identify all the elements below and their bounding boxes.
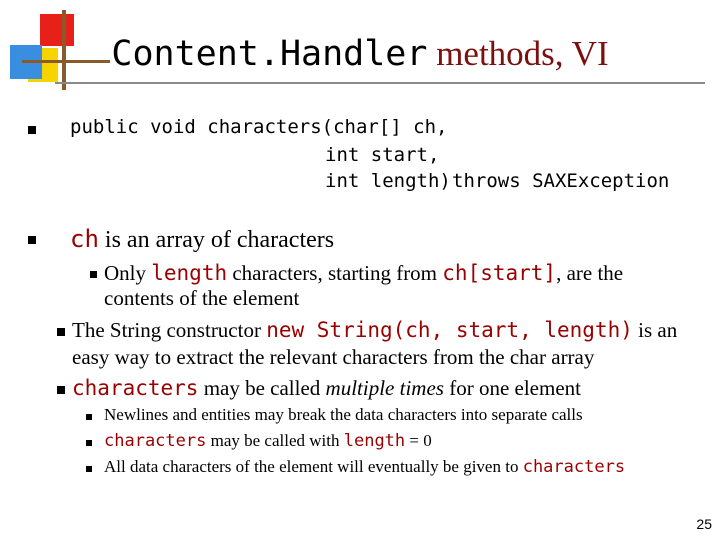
bullet-ch-array: ch is an array of characters: [70, 225, 335, 253]
bullet-marker: [57, 328, 65, 336]
bullet-string-constructor: The String constructor new String(ch, start, length) is an: [72, 318, 678, 342]
signature-line-1: public void characters(char[] ch,: [70, 116, 448, 138]
signature-line-2: int start,: [325, 144, 440, 166]
sub-sub-bullet-marker: [86, 440, 92, 446]
bullet-characters-multiple: characters may be called multiple times for one element: [72, 376, 581, 400]
sub-bullet-marker: [90, 271, 97, 278]
page-number: 25: [696, 516, 712, 532]
signature-line-3: int length): [325, 170, 451, 192]
title-divider: [55, 82, 705, 84]
title-text: methods, VI: [427, 34, 609, 73]
sub-sub-bullet-marker: [86, 414, 92, 420]
sub-sub-bullet-marker: [86, 466, 92, 472]
sub-bullet-length-zero: characters may be called with length = 0: [104, 431, 432, 451]
sub-bullet-only-length: Only length characters, starting from ch[start], are the: [104, 261, 624, 285]
bullet-marker: [28, 126, 36, 134]
sub-bullet-all-data: All data characters of the element will eventually be given to characters: [104, 457, 626, 477]
bullet-string-constructor-cont: easy way to extract the relevant characters from the char array: [72, 345, 595, 369]
page-title: [0, 32, 720, 76]
title-code: Content.Handler: [111, 34, 428, 74]
bullet-marker: [28, 236, 36, 244]
sub-bullet-newlines: Newlines and entities may break the data characters into separate calls: [104, 405, 583, 424]
bullet-marker: [57, 386, 65, 394]
signature-throws: throws SAXException: [452, 170, 670, 192]
sub-bullet-only-length-cont: contents of the element: [104, 286, 300, 310]
